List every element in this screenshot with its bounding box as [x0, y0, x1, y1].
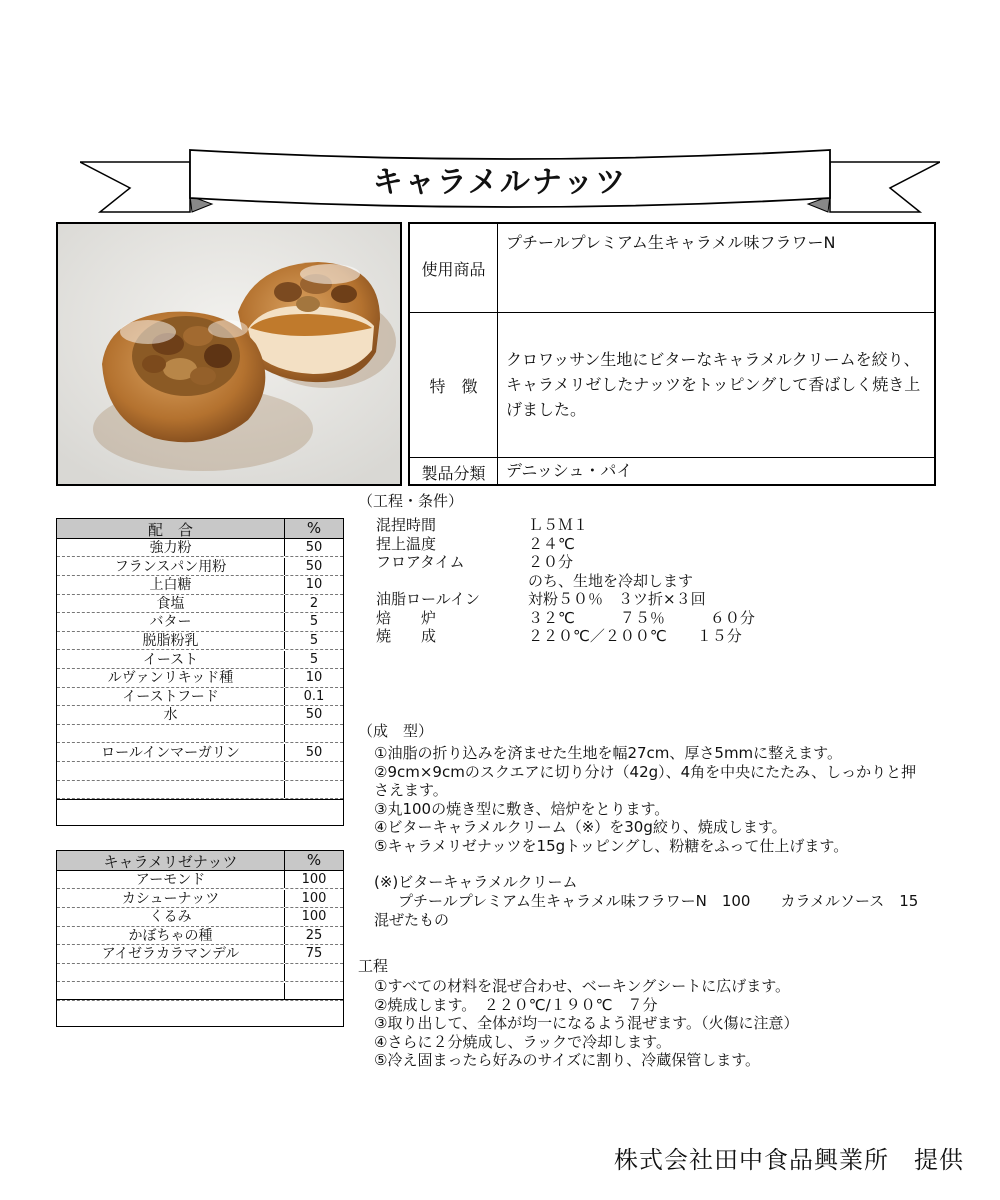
formula-table: [56, 518, 344, 826]
nuts-percent: 100: [301, 872, 327, 887]
formula-percent: 50: [305, 707, 323, 723]
formula-ingredient: 上白糖: [57, 576, 285, 593]
formula-ingredient: [57, 781, 285, 798]
formula-row: [57, 688, 343, 706]
formula-ingredient: バター: [57, 613, 285, 630]
nuts-ingredient: アーモンド: [57, 871, 285, 888]
nuts-percent: 100: [301, 909, 327, 925]
nuts-row: [57, 890, 343, 908]
process-value: Ｌ５Ｍ１: [528, 516, 589, 534]
nuts-ingredient: アイゼラカラマンデル: [57, 945, 285, 962]
process-value: のち、生地を冷却します: [528, 571, 694, 590]
formula-ingredient: イースト: [57, 651, 285, 668]
product-photo: [56, 222, 402, 486]
formula-row: [57, 744, 343, 762]
nuts-percent: 25: [305, 927, 323, 943]
formula-row: [57, 632, 343, 650]
nuts-row: [57, 871, 343, 889]
formula-percent: 50: [305, 540, 323, 555]
formula-ingredient: 水: [57, 706, 285, 723]
formula-row: [57, 706, 343, 724]
formula-percent: [285, 762, 343, 779]
process-label: 混捏時間: [376, 516, 437, 534]
note-heading: (※)ビターキャラメルクリーム: [374, 873, 578, 891]
nuts-footer: [57, 999, 343, 1028]
nuts-percent: 75: [305, 946, 323, 962]
formula-percent: 0.1: [303, 688, 325, 704]
formula-row: [57, 762, 343, 780]
nut-process-heading: 工程: [358, 957, 389, 975]
category-label: 製品分類: [410, 458, 498, 486]
process-label: 油脂ロールイン: [376, 590, 480, 608]
formula-ingredient: ルヴァンリキッド種: [57, 669, 285, 686]
process-label: 焙 炉: [376, 608, 437, 627]
formula-percent: 5: [309, 633, 319, 648]
formula-percent: 50: [305, 558, 323, 574]
formula-row: [57, 539, 343, 557]
formula-ingredient: [57, 762, 285, 779]
shaping-step: さえます。: [374, 781, 448, 799]
nut-process-step: ⑤冷え固まったら好みのサイズに割り、冷蔵保管します。: [374, 1051, 761, 1069]
process-value: ２０分: [528, 553, 574, 571]
nuts-row: [57, 927, 343, 945]
nut-process-step: ②焼成します。 ２２０℃/１９０℃ ７分: [374, 995, 658, 1014]
nuts-header-percent: %: [306, 851, 322, 869]
nuts-table: [56, 850, 344, 1027]
formula-percent: [285, 725, 343, 742]
product-info-table: [408, 222, 936, 486]
shaping-step: ⑤キャラメリゼナッツを15gトッピングし、粉糖をふって仕上げます。: [374, 836, 849, 855]
nut-process-step: ①すべての材料を混ぜ合わせ、ベーキングシートに広げます。: [374, 977, 791, 995]
product-value: プチールプレミアム生キャラメル味フラワーN: [506, 233, 836, 252]
feature-row: [410, 313, 934, 458]
category-value: デニッシュ・パイ: [506, 461, 633, 480]
process-value: 対粉５０％ ３ツ折×３回: [528, 590, 706, 608]
formula-ingredient: イーストフード: [57, 688, 285, 705]
shaping-step: ①油脂の折り込みを済ませた生地を幅27cm、厚さ5mmに整えます。: [374, 744, 842, 762]
nuts-row: [57, 964, 343, 982]
formula-percent: 10: [305, 670, 323, 686]
formula-percent: 5: [309, 614, 319, 630]
nut-process-step: ③取り出して、全体が均一になるよう混ぜます。（火傷に注意）: [374, 1014, 799, 1032]
shaping-heading: （成 型）: [358, 722, 434, 740]
shaping-step: ③丸100の焼き型に敷き、焙炉をとります。: [374, 799, 670, 818]
formula-ingredient: ロールインマーガリン: [57, 744, 285, 761]
nuts-ingredient: [57, 983, 285, 1000]
product-label: 使用商品: [410, 224, 498, 312]
formula-row: [57, 595, 343, 613]
feature-label: 特 徴: [410, 313, 498, 457]
process-label: フロアタイム: [376, 553, 465, 571]
nuts-ingredient: [57, 964, 285, 981]
nuts-header: [57, 851, 343, 871]
nuts-percent: 100: [301, 890, 327, 906]
process-label: 捏上温度: [376, 534, 437, 553]
page-title: キャラメルナッツ: [372, 165, 628, 200]
formula-ingredient: 脱脂粉乳: [57, 632, 285, 649]
nuts-ingredient: くるみ: [57, 908, 285, 925]
formula-row: [57, 651, 343, 669]
product-row: [410, 224, 934, 313]
formula-percent: 10: [305, 577, 323, 593]
shaping-step: ④ビターキャラメルクリーム（※）を30g絞り、焼成します。: [374, 818, 787, 836]
process-label: 焼 成: [376, 627, 437, 645]
formula-row: [57, 558, 343, 576]
formula-header-name: 配 合: [57, 519, 285, 538]
nuts-row: [57, 945, 343, 963]
shaping-step: ②9cm×9cmのスクエアに切り分け（42g）、4角を中央にたたみ、しっかりと押: [374, 762, 917, 781]
formula-row: [57, 781, 343, 799]
nuts-ingredient: かぼちゃの種: [57, 927, 285, 944]
feature-value: クロワッサン生地にビターなキャラメルクリームを絞り、キャラメリゼしたナッツをトッピングして香ばしく焼き上げました。: [506, 350, 921, 419]
nuts-percent: [285, 983, 343, 1000]
shaping-steps: [374, 744, 916, 855]
nuts-header-name: キャラメリゼナッツ: [57, 851, 285, 870]
formula-header-percent: %: [306, 519, 322, 537]
nuts-row: [57, 908, 343, 926]
credit-text: 株式会社田中食品興業所 提供: [614, 1146, 964, 1174]
formula-header: [57, 519, 343, 539]
formula-percent: 50: [305, 744, 323, 760]
note-line-1: プチールプレミアム生キャラメル味フラワーN 100 カラメルソース 15: [398, 892, 919, 910]
formula-percent: 2: [309, 595, 319, 611]
process-value: ３２℃ ７５％ ６０分: [528, 608, 755, 627]
formula-ingredient: フランスパン用粉: [57, 558, 285, 575]
formula-footer: [57, 799, 343, 827]
nuts-percent: [285, 964, 343, 981]
category-row: [410, 458, 934, 486]
process-value: ２２０℃／２００℃ １５分: [528, 627, 742, 645]
nuts-ingredient: カシューナッツ: [57, 890, 285, 907]
note-line-2: 混ぜたもの: [374, 911, 450, 929]
formula-percent: [285, 781, 343, 798]
nut-process-steps: [374, 977, 798, 1070]
nut-process-step: ④さらに２分焼成し、ラックで冷却します。: [374, 1032, 671, 1051]
formula-percent: 5: [309, 651, 319, 667]
formula-row: [57, 576, 343, 594]
formula-ingredient: [57, 725, 285, 742]
process-heading: （工程・条件）: [358, 492, 464, 510]
process-value: ２４℃: [528, 534, 575, 553]
formula-row: [57, 669, 343, 687]
formula-row: [57, 613, 343, 631]
formula-ingredient: 強力粉: [57, 539, 285, 556]
formula-row: [57, 725, 343, 743]
formula-ingredient: 食塩: [57, 595, 285, 612]
